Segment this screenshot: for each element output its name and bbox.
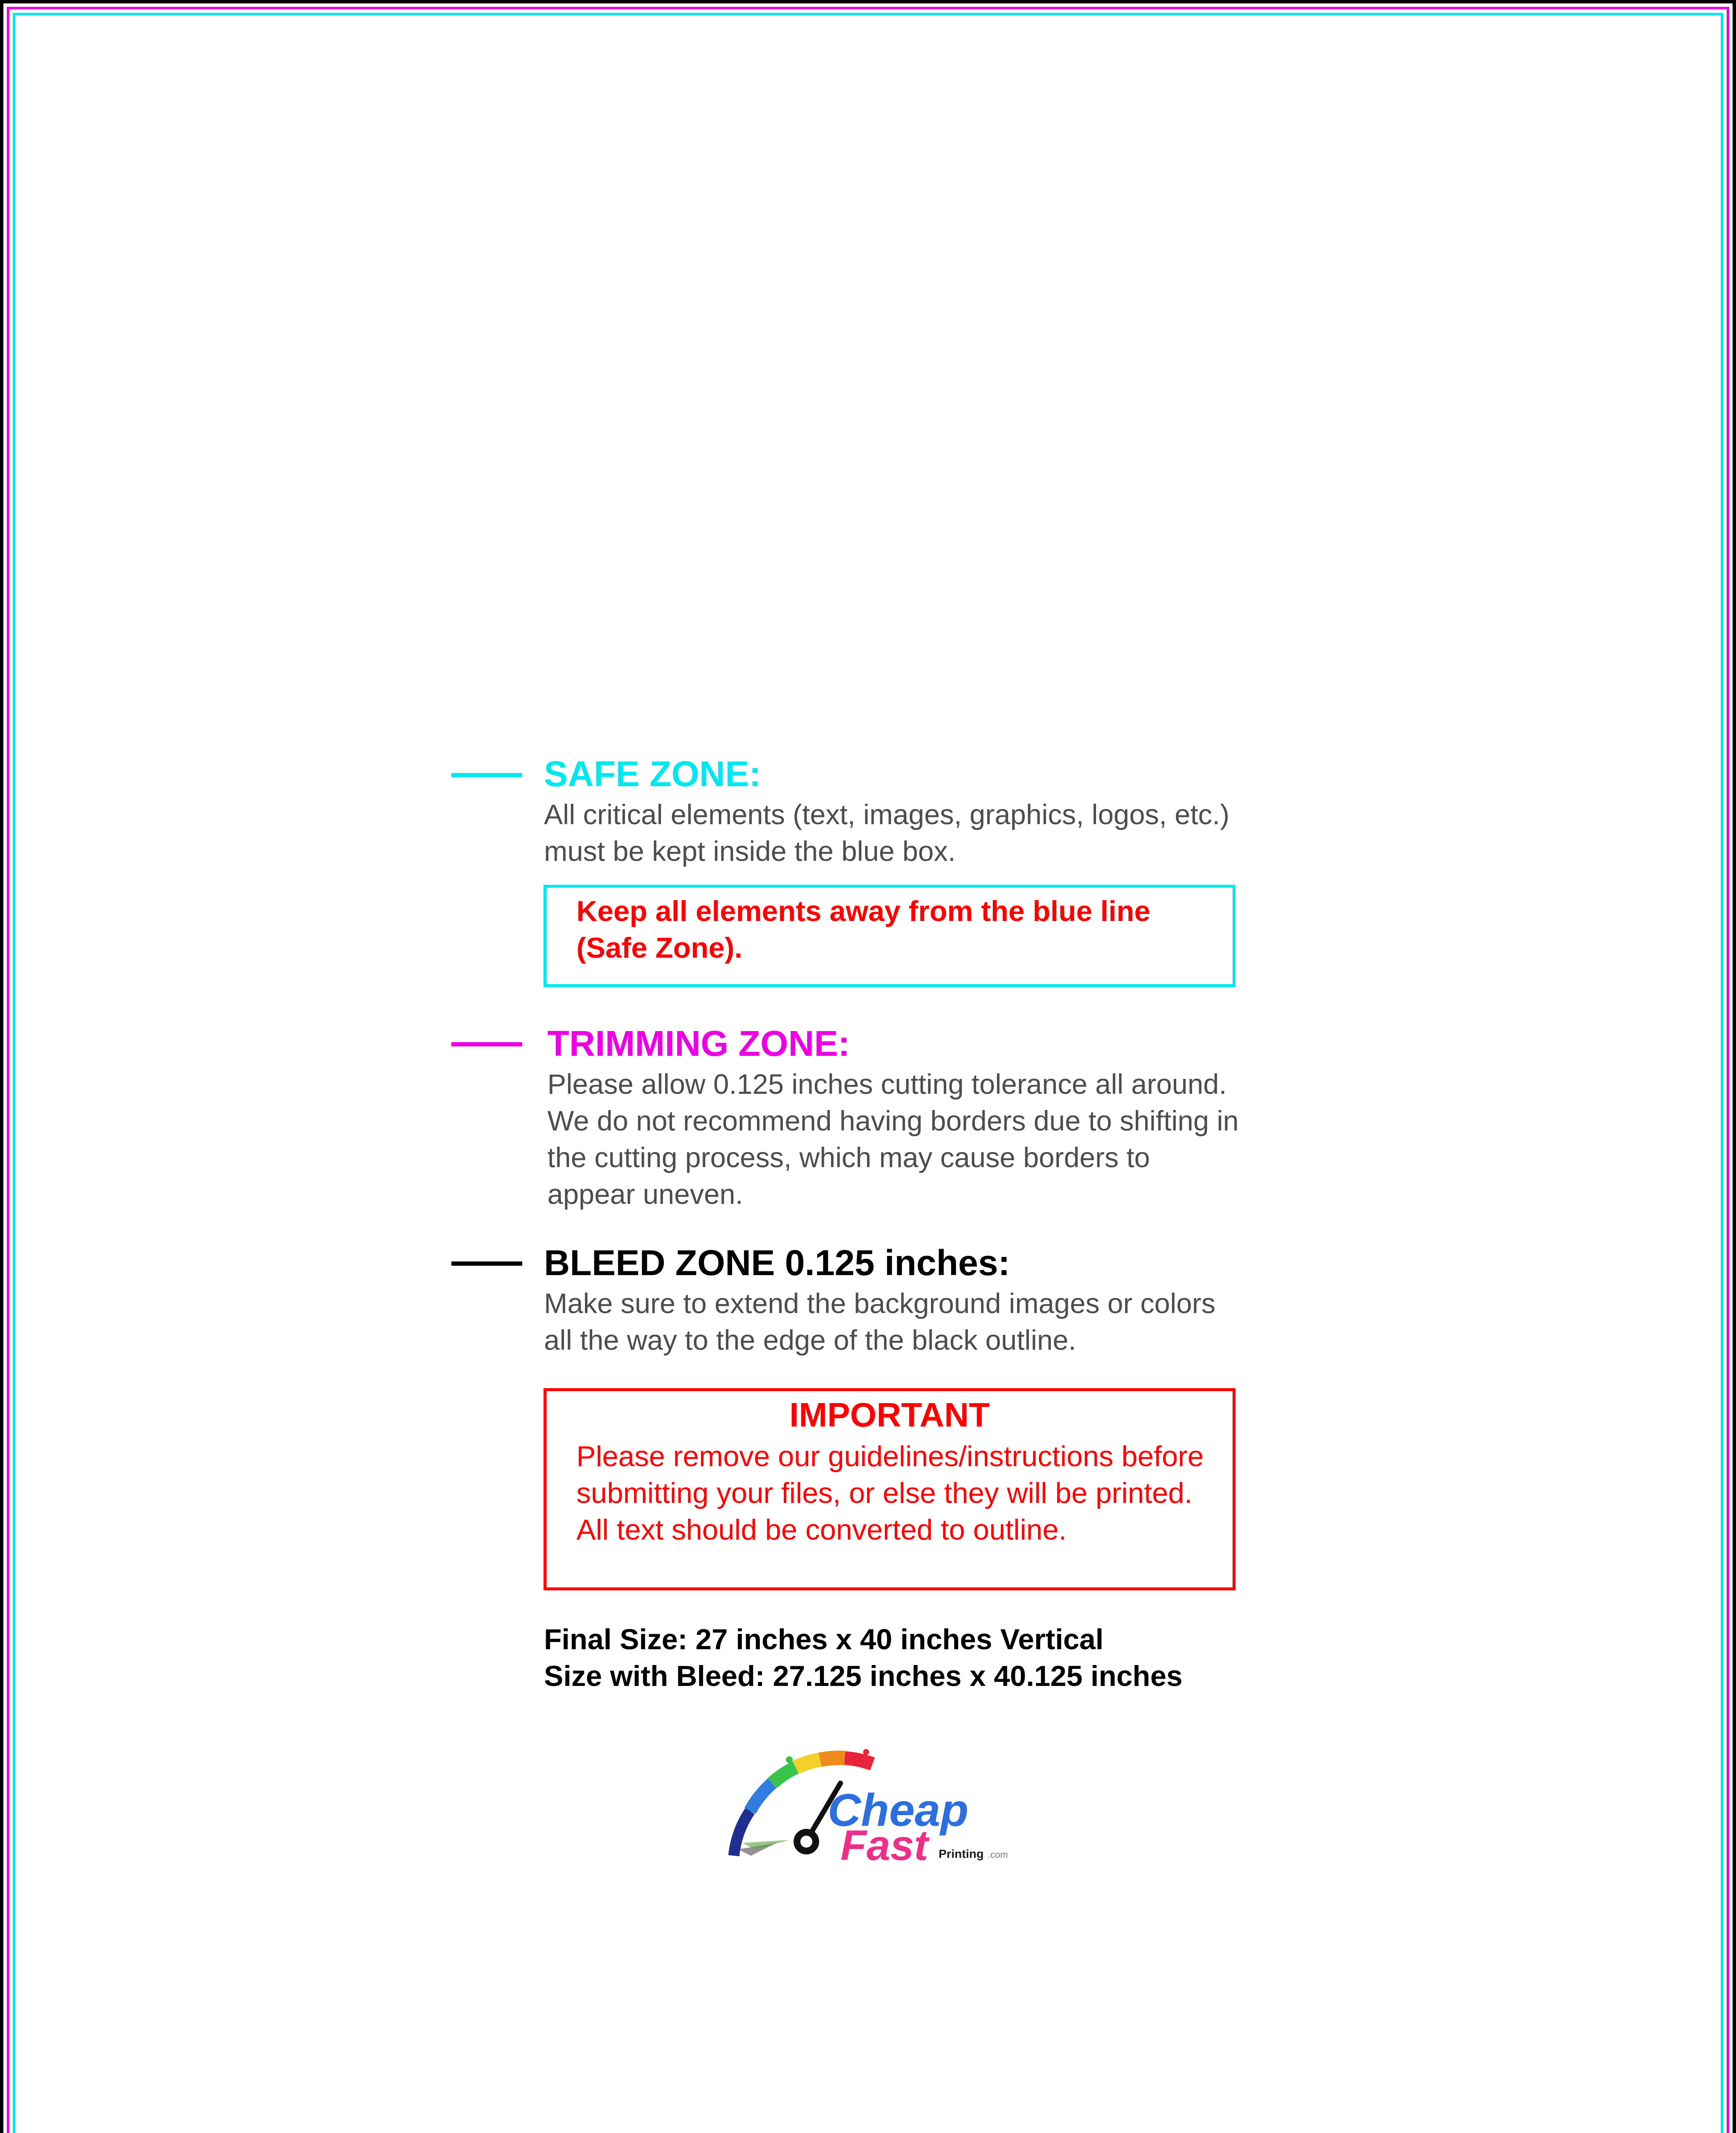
trimming-zone-description	[547, 1066, 1239, 1212]
important-notice-box	[544, 1388, 1236, 1590]
bleed-zone-heading: BLEED ZONE 0.125 inches:	[544, 1243, 1010, 1283]
final-size: Final Size: 27 inches x 40 inches Vertical	[544, 1623, 1104, 1656]
bleed-zone-description	[544, 1285, 1215, 1358]
important-line: Please remove our guidelines/instructions before	[576, 1440, 1204, 1473]
trimming-zone-line: We do not recommend having borders due to shifting in	[547, 1105, 1239, 1136]
logo-word-cheap: Cheap	[828, 1784, 969, 1836]
bleed-size: Size with Bleed: 27.125 inches x 40.125 inches	[544, 1660, 1183, 1692]
logo-word-printing: Printing	[939, 1847, 984, 1860]
bleed-zone-line: all the way to the edge of the black outline.	[544, 1324, 1076, 1356]
size-info	[544, 1621, 1183, 1694]
trimming-zone-line: Please allow 0.125 inches cutting tolerance all around.	[547, 1068, 1227, 1100]
safe-zone-line: All critical elements (text, images, graphics, logos, etc.)	[544, 799, 1230, 830]
important-text	[576, 1438, 1204, 1548]
safe-zone-line: must be kept inside the blue box.	[544, 835, 956, 867]
trimming-zone-marker	[451, 1042, 522, 1046]
safe-zone-note-line: (Safe Zone).	[576, 932, 743, 964]
safe-zone-heading: SAFE ZONE:	[544, 754, 761, 794]
cheap-fast-printing-logo	[725, 1743, 1020, 1879]
bleed-zone-line: Make sure to extend the background images or colors	[544, 1287, 1215, 1319]
logo-word-fast: Fast	[840, 1822, 928, 1869]
safe-zone-note-box	[544, 885, 1236, 987]
important-line: All text should be converted to outline.	[576, 1514, 1067, 1546]
trimming-zone-heading: TRIMMING ZONE:	[547, 1023, 850, 1064]
logo-word-com: .com	[988, 1849, 1008, 1860]
safe-zone-note	[576, 893, 1150, 966]
safe-zone-description	[544, 796, 1230, 869]
safe-zone-marker	[451, 773, 522, 777]
trimming-zone-line: appear uneven.	[547, 1178, 743, 1210]
bleed-zone-marker	[451, 1261, 522, 1266]
important-line: submitting your files, or else they will be printed.	[576, 1477, 1192, 1509]
safe-zone-note-line: Keep all elements away from the blue line	[576, 895, 1151, 927]
trimming-zone-line: the cutting process, which may cause borders to	[547, 1142, 1150, 1173]
important-title: IMPORTANT	[789, 1396, 990, 1434]
